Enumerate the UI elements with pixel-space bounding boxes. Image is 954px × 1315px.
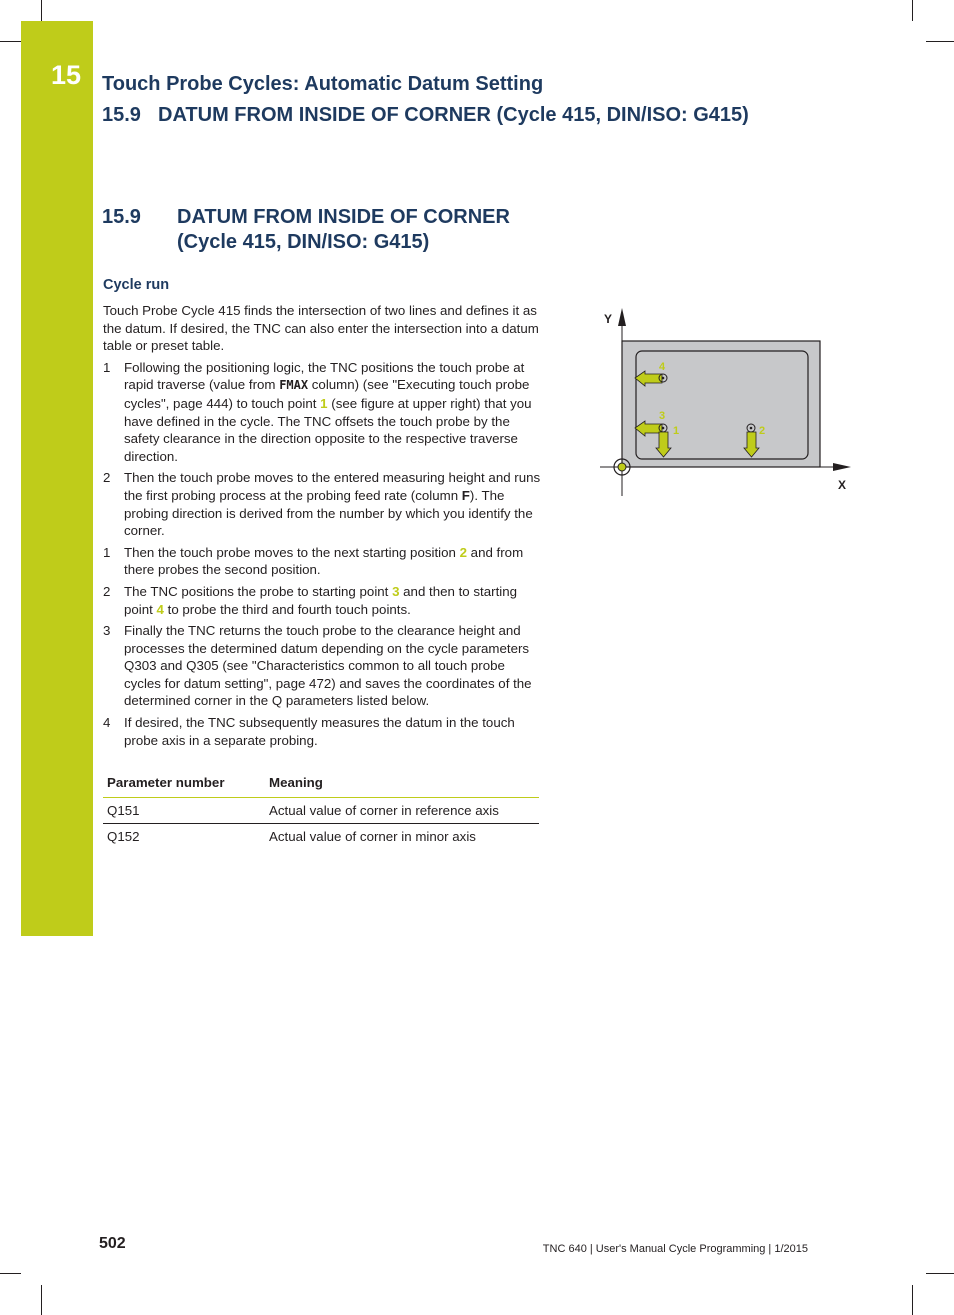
crop-mark	[926, 1273, 954, 1274]
crop-mark	[926, 41, 954, 42]
crop-mark	[0, 1273, 21, 1274]
table-row	[103, 798, 539, 824]
cycle-run-body	[103, 302, 543, 753]
x-axis-arrow	[833, 463, 851, 471]
table-cell: Q152	[107, 829, 140, 844]
crop-mark	[41, 0, 42, 21]
crop-mark	[912, 0, 913, 21]
section-title-line2: (Cycle 415, DIN/ISO: G415)	[177, 231, 430, 253]
touch-point-4-center	[662, 377, 665, 380]
y-axis-label: Y	[604, 312, 613, 326]
touch-point-2-center	[750, 427, 753, 430]
step-text: and then to starting point	[124, 583, 518, 617]
chapter-number: 15	[51, 60, 82, 90]
running-header-title: Touch Probe Cycles: Automatic Datum Setting	[102, 73, 544, 95]
parameter-table	[103, 772, 539, 849]
column-header: Meaning	[265, 772, 539, 798]
touch-point-3-label: 3	[659, 410, 666, 422]
table-cell: Actual value of corner in minor axis	[269, 829, 476, 844]
step-number: 2	[103, 470, 111, 486]
touch-point-2-label: 2	[759, 425, 766, 437]
table-cell: Q151	[103, 798, 265, 824]
step-list	[103, 359, 543, 749]
section-title-line1: DATUM FROM INSIDE OF CORNER	[177, 206, 510, 228]
list-item	[103, 359, 543, 466]
touch-point-1-label: 1	[673, 425, 680, 437]
step-text: The TNC positions the probe to starting point	[124, 583, 393, 599]
step-text: If desired, the TNC subsequently measures the datum in the touch probe axis in a separate probing.	[124, 715, 515, 748]
step-text: column) (see "Executing touch probe cycles", page 444) to touch point	[124, 377, 530, 411]
step-text: to probe the third and fourth touch points.	[163, 601, 411, 617]
column-f: F	[461, 487, 470, 503]
table-row	[103, 824, 539, 850]
step-number: 1	[103, 544, 111, 560]
crop-mark	[912, 1285, 913, 1315]
table-cell: Actual value of corner in reference axis	[265, 798, 539, 824]
y-axis-arrow	[618, 308, 626, 326]
column-header: Parameter number	[103, 772, 265, 798]
list-item	[103, 469, 543, 539]
section-number: 15.9	[102, 206, 141, 228]
crop-mark	[0, 41, 21, 42]
running-header-section-number: 15.9	[102, 104, 141, 126]
footer-text: TNC 640 | User's Manual Cycle Programming | 1/2015	[542, 1243, 808, 1255]
table-header-row	[103, 772, 539, 798]
code-fmax: FMAX	[279, 378, 309, 393]
step-number: 4	[103, 715, 111, 731]
running-header-section-title: DATUM FROM INSIDE OF CORNER (Cycle 415, DIN/ISO: G415)	[158, 104, 749, 126]
step-text: and from there probes the second position.	[124, 544, 524, 578]
step-text: Then the touch probe moves to the entered measuring height and runs the first probing process at the probing feed rate (column	[124, 470, 541, 503]
x-axis-label: X	[838, 478, 847, 492]
touch-point-3-center	[662, 427, 665, 430]
step-number: 2	[103, 583, 111, 599]
cycle-run-heading: Cycle run	[103, 277, 170, 293]
intro-paragraph: Touch Probe Cycle 415 finds the intersection of two lines and defines it as the datum. If desired, the TNC can also enter the intersection into a datum table or preset table.	[103, 303, 539, 354]
list-item	[103, 622, 543, 710]
step-text: (see figure at upper right) that you have defined in the cycle. The TNC offsets the touch probe by the safety clearance in the direction opposite to the respective traverse direction.	[124, 395, 532, 464]
step-text: Following the positioning logic, the TNC positions the touch probe at rapid traverse (value from	[124, 359, 525, 393]
list-item	[103, 544, 543, 579]
touch-point-4-label: 4	[659, 361, 666, 373]
point-ref: 2	[459, 544, 467, 560]
point-ref: 4	[156, 601, 164, 617]
step-number: 3	[103, 623, 111, 639]
running-header-section	[102, 104, 749, 127]
point-ref: 3	[392, 583, 400, 599]
page-number: 502	[99, 1235, 126, 1252]
step-number: 1	[103, 359, 111, 375]
datum-center	[618, 463, 626, 471]
point-ref: 1	[320, 395, 328, 411]
list-item	[103, 583, 543, 618]
step-text: Finally the TNC returns the touch probe to the clearance height and processes the determined datum depending on the cycle parameters Q303 and Q305 (see "Characteristics common to all touch probe cycles for datum setting", page 472) and saves the coordinates of the determined corner in the Q parameters listed below.	[124, 623, 532, 709]
step-text: ). The probing direction is derived from the number by which you identify the corner.	[124, 487, 533, 539]
crop-mark	[41, 1285, 42, 1315]
step-text: Then the touch probe moves to the next starting position	[124, 544, 460, 560]
chapter-sidebar	[21, 21, 93, 936]
list-item	[103, 714, 543, 749]
corner-probing-figure	[598, 306, 856, 496]
